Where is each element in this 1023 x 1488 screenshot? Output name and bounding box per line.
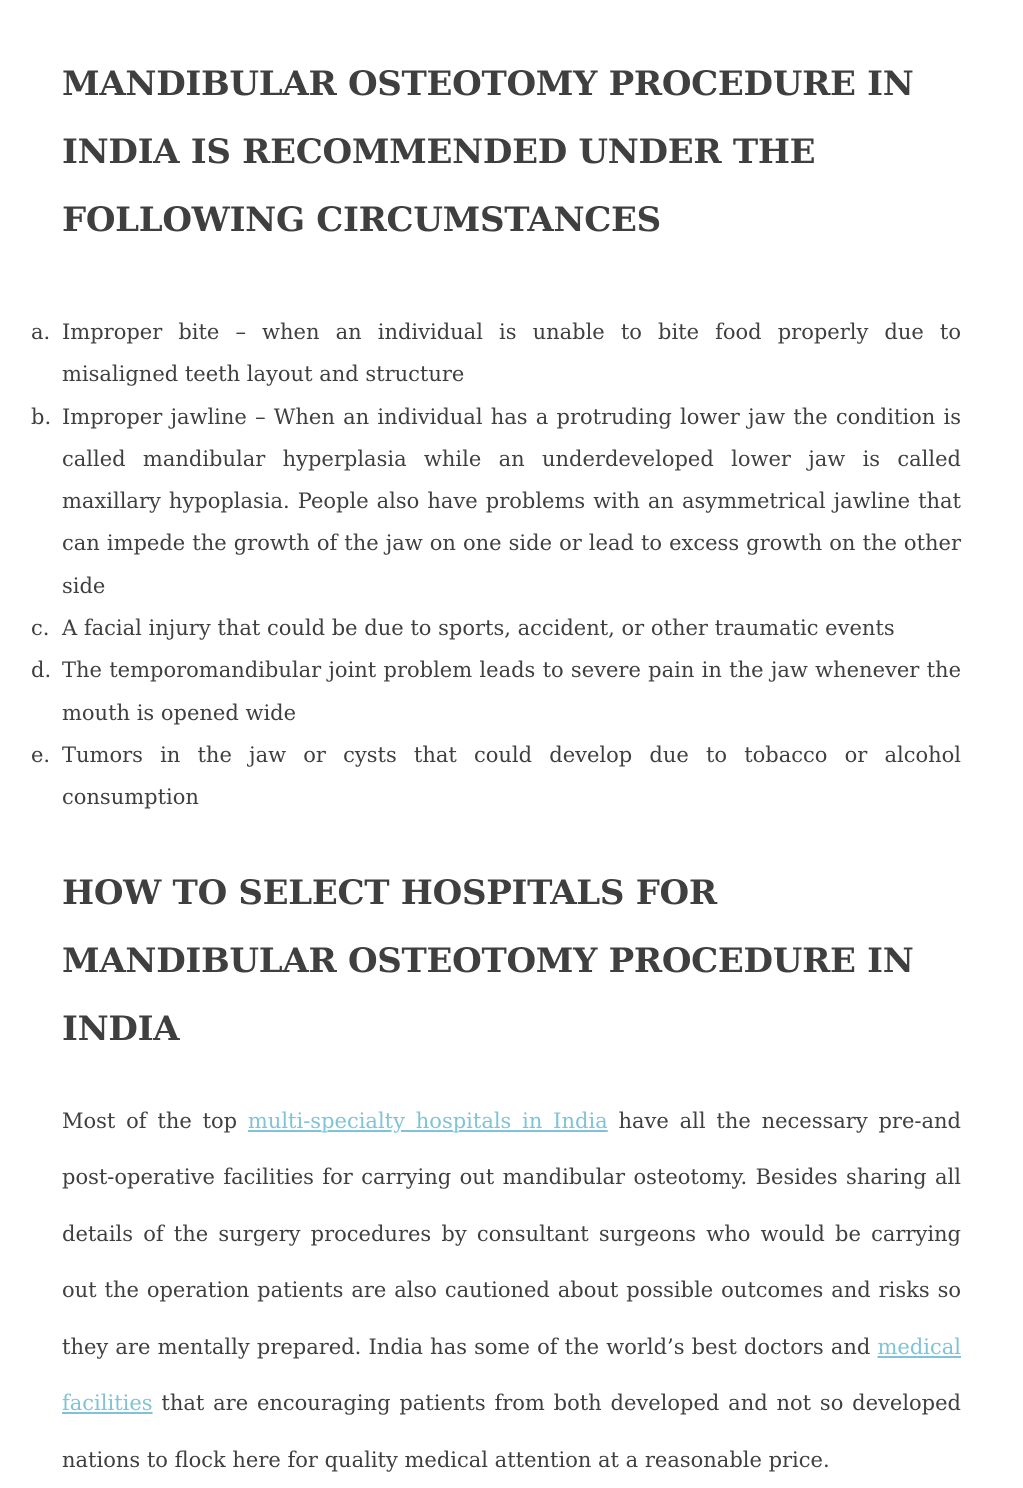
list-item-text: Improper jawline – When an individual has a protruding lower jaw the condition is called mandibular hyperplasia while an underdeveloped lower jaw is called maxillary hypoplasia. People also have problems with an asymmetrical jawline that can impede the growth of the jaw on one side or lead to excess growth on the other side (62, 404, 961, 598)
medical-facilities-link[interactable]: medical facilities (62, 1334, 961, 1416)
list-marker: b. (31, 404, 52, 429)
list-item (31, 734, 961, 819)
list-item-text: Tumors in the jaw or cysts that could develop due to tobacco or alcohol consumption (62, 742, 961, 810)
body-paragraph (62, 1093, 961, 1488)
list-marker: e. (31, 742, 51, 767)
document-page (31, 50, 961, 1488)
list-item-text: The temporomandibular joint problem leads to severe pain in the jaw whenever the mouth is opened wide (62, 658, 961, 725)
paragraph-text: that are encouraging patients from both developed and not so developed nations to flock here for quality medical attention at a reasonable price. (62, 1391, 961, 1472)
list-item-text: Improper bite – when an individual is unable to bite food properly due to misaligned teeth layout and structure (62, 320, 961, 387)
list-item (31, 311, 961, 396)
criteria-list (31, 311, 961, 819)
hospitals-link[interactable]: multi-specialty hospitals in India (247, 1108, 608, 1133)
list-marker: a. (31, 320, 51, 344)
list-marker: c. (31, 616, 50, 641)
list-item (31, 649, 961, 734)
paragraph-text: Most of the top (62, 1108, 248, 1133)
list-item (31, 607, 961, 649)
list-marker: d. (31, 658, 52, 683)
section-heading: HOW TO SELECT HOSPITALS FOR MANDIBULAR OSTEOTOMY PROCEDURE IN INDIA (62, 872, 914, 1049)
list-item (31, 396, 961, 607)
list-item-text: A facial injury that could be due to sports, accident, or other traumatic events (62, 616, 895, 641)
paragraph-text: have all the necessary pre-and post-operative facilities for carrying out mandibular osteotomy. Besides sharing all details of the surgery procedures by consultant surgeons who would be carrying out the operation patients are also cautioned about possible outcomes and risks so they are mentally prepared. India has some of the world’s best doctors and (62, 1108, 961, 1359)
page-title: MANDIBULAR OSTEOTOMY PROCEDURE IN INDIA IS RECOMMENDED UNDER THE FOLLOWING CIRCUMSTANCES (62, 64, 914, 240)
